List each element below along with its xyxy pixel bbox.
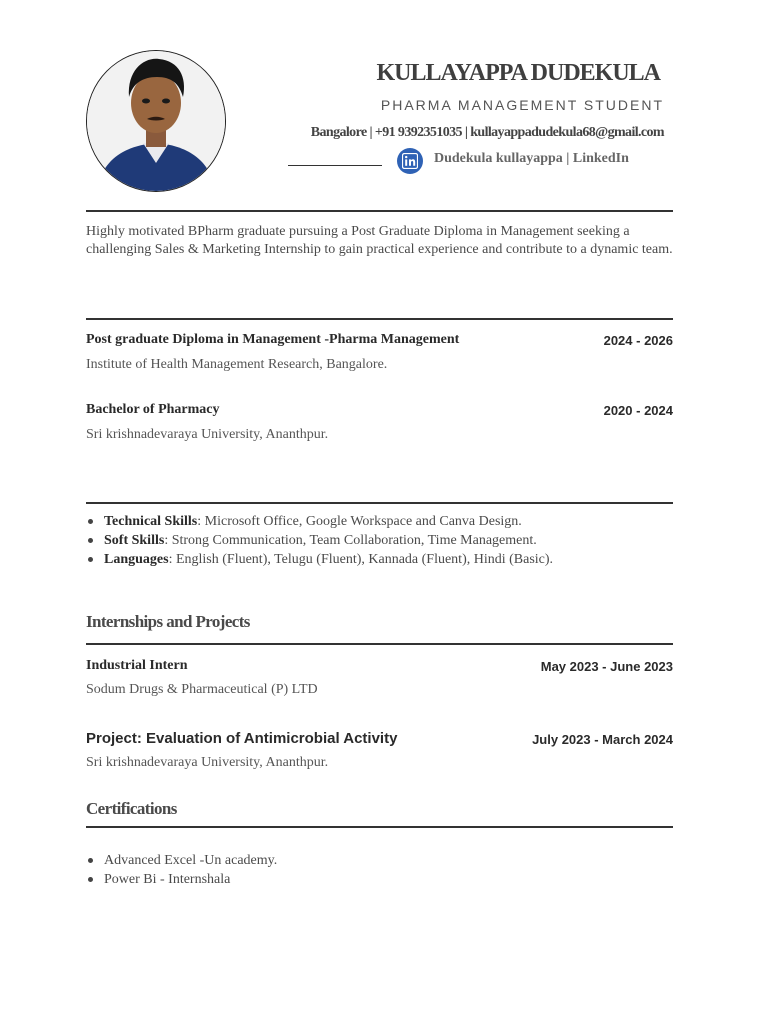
skill-value: : English (Fluent), Telugu (Fluent), Kannada (Fluent), Hindi (Basic). xyxy=(168,552,554,567)
section-rule xyxy=(86,643,673,645)
skill-label: Languages xyxy=(104,552,169,567)
linkedin-link[interactable]: Dudekula kullayappa | LinkedIn xyxy=(434,151,629,166)
skill-label: Technical Skills xyxy=(104,514,198,529)
project-title: Project: Evaluation of Antimicrobial Activity xyxy=(86,730,398,747)
certifications-list xyxy=(86,851,277,889)
list-item xyxy=(86,550,553,569)
education-dates: 2024 - 2026 xyxy=(603,333,673,348)
linkedin-icon[interactable] xyxy=(397,148,423,174)
list-item: Advanced Excel -Un academy. xyxy=(86,851,277,870)
internship-title: Industrial Intern xyxy=(86,658,188,673)
education-institution: Sri krishnadevaraya University, Ananthpur. xyxy=(86,427,329,442)
section-heading: Certifications xyxy=(86,799,177,818)
candidate-name: KULLAYAPPA DUDEKULA xyxy=(376,60,660,86)
project-dates: July 2023 - March 2024 xyxy=(532,732,673,747)
project-org: Sri krishnadevaraya University, Ananthpur. xyxy=(86,755,329,770)
skill-label: Soft Skills xyxy=(104,533,165,548)
section-rule xyxy=(86,826,673,828)
section-rule xyxy=(86,502,673,504)
list-item xyxy=(86,512,553,531)
internship-dates: May 2023 - June 2023 xyxy=(540,659,673,674)
internship-org: Sodum Drugs & Pharmaceutical (P) LTD xyxy=(86,682,318,697)
section-heading: Internships and Projects xyxy=(86,612,250,631)
skill-value: : Microsoft Office, Google Workspace and Canva Design. xyxy=(197,514,522,529)
candidate-title: PHARMA MANAGEMENT STUDENT xyxy=(380,97,664,113)
education-title: Post graduate Diploma in Management -Pharma Management xyxy=(86,332,460,347)
list-item: Power Bi - Internshala xyxy=(86,870,277,889)
divider-line xyxy=(288,165,382,166)
section-rule xyxy=(86,318,673,320)
education-dates: 2020 - 2024 xyxy=(603,403,673,418)
education-institution: Institute of Health Management Research, Bangalore. xyxy=(86,357,388,372)
contact-line[interactable]: Bangalore | +91 9392351035 | kullayappadudekula68@gmail.com xyxy=(310,125,664,140)
skills-list xyxy=(86,512,553,569)
profile-photo xyxy=(86,50,226,192)
skill-value: : Strong Communication, Team Collaboration, Time Management. xyxy=(164,533,537,548)
summary-text: Highly motivated BPharm graduate pursuing a Post Graduate Diploma in Management seeking a challenging Sales & Marketing Internship to gain practical experience and contribute to a dynamic team. xyxy=(86,224,673,257)
education-title: Bachelor of Pharmacy xyxy=(86,402,220,417)
list-item xyxy=(86,531,553,550)
section-rule xyxy=(86,210,673,212)
person-photo-illustration xyxy=(87,51,225,191)
